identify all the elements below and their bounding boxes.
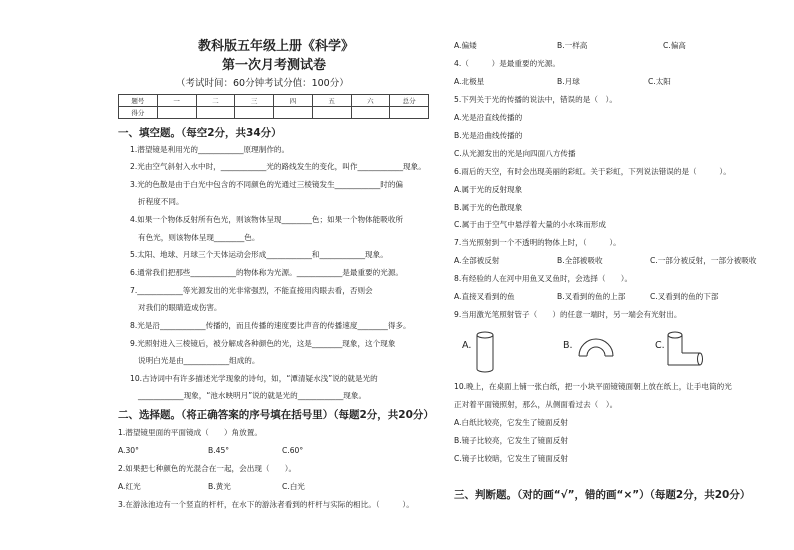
- curved-pipe-figure: [576, 332, 616, 358]
- q7-option-a[interactable]: A.全部被反射: [454, 256, 500, 265]
- question-6: 6.雨后的天空，有时会出现美丽的彩虹。关于彩虹，下列说法错误的是（ ）。: [454, 167, 731, 176]
- fill-blank-line: 3.光的色散是由于白光中包含的不同颜色的光通过三棱镜发生____________时的偏: [130, 180, 404, 189]
- fill-blank-line: 8.光是沿____________传播的，而且传播的速度要比声音的传播速度________得多。: [130, 321, 411, 330]
- q6-option-a[interactable]: A.属于光的反射现象: [454, 185, 523, 194]
- q2-option-b[interactable]: B.黄光: [208, 482, 231, 491]
- straight-pipe-figure: [474, 330, 496, 374]
- score-cell: 总分: [390, 95, 429, 107]
- q6-option-c[interactable]: C.属于由于空气中悬浮着大量的小水珠而形成: [454, 220, 606, 229]
- score-cell: 一: [157, 95, 196, 107]
- question-7: 7.当光照射到一个不透明的物体上时，（ ）。: [454, 238, 621, 247]
- fill-blank-line: 折程度不同。: [138, 197, 184, 206]
- q8-option-c[interactable]: C.叉看到的鱼的下部: [650, 292, 719, 301]
- fill-blank-line: 有色光，则该物体呈现________色。: [138, 233, 260, 242]
- score-cell: 二: [196, 95, 235, 107]
- exam-title: 教科版五年级上册《科学》: [198, 39, 355, 54]
- q3-option-a[interactable]: A.偏矮: [454, 41, 477, 50]
- question-4: 4.（ ）是最重要的光源。: [454, 59, 560, 68]
- score-cell: 题号: [119, 95, 158, 107]
- score-input-cell[interactable]: [235, 107, 274, 119]
- question-8: 8.有经验的人在河中用鱼叉叉鱼时，会选择（ ）。: [454, 274, 633, 283]
- q5-option-a[interactable]: A.光是沿直线传播的: [454, 113, 523, 122]
- q1-option-a[interactable]: A.30°: [118, 446, 139, 455]
- score-input-cell[interactable]: [390, 107, 429, 119]
- section3-heading: 三、判断题。（对的画“√”，错的画“×”）（每题2分，共20分）: [454, 489, 751, 501]
- q2-option-c[interactable]: C.白光: [282, 482, 305, 491]
- q8-option-b[interactable]: B.叉看到的鱼的上部: [557, 292, 626, 301]
- fill-blank-line: 7.____________等光源发出的光非常强烈，不能直接用肉眼去看，否则会: [130, 286, 373, 295]
- q3-option-c[interactable]: C.偏高: [663, 41, 686, 50]
- fill-blank-line: 对我们的眼睛造成伤害。: [138, 303, 222, 312]
- q9-option-b[interactable]: B.: [563, 340, 573, 351]
- exam-subtitle: 第一次月考测试卷: [222, 58, 327, 73]
- score-table-header-row: [119, 95, 429, 107]
- q2-option-a[interactable]: A.红光: [118, 482, 141, 491]
- q4-option-b[interactable]: B.月球: [557, 77, 580, 86]
- question-3: 3.在游泳池边有一个竖直的杆杆，在水下的游泳者看到的杆杆与实际的相比。（ ）。: [118, 500, 414, 509]
- score-input-cell[interactable]: [196, 107, 235, 119]
- fill-blank-line: 说明白光是由____________组成的。: [138, 356, 260, 365]
- section1-heading: 一、填空题。（每空2分，共34分）: [118, 127, 282, 139]
- question-2: 2.如果把七种颜色的光混合在一起，会出现（ ）。: [118, 464, 297, 473]
- score-cell: 四: [274, 95, 313, 107]
- score-cell: 得分: [119, 107, 158, 119]
- question-9: 9.当用激光笔照射管子（ ）的任意一端时，另一端会有光射出。: [454, 310, 682, 319]
- q10-option-a[interactable]: A.白纸比较亮，它发生了镜面反射: [454, 418, 568, 427]
- q5-option-c[interactable]: C.从光源发出的光是向四面八方传播: [454, 149, 576, 158]
- q7-option-c[interactable]: C.一部分被反射，一部分被吸收: [650, 256, 757, 265]
- question-5: 5.下列关于光的传播的说法中，错误的是（ ）。: [454, 95, 617, 104]
- q3-option-b[interactable]: B.一样高: [557, 41, 588, 50]
- score-cell: 六: [351, 95, 390, 107]
- score-cell: 三: [235, 95, 274, 107]
- score-input-cell[interactable]: [312, 107, 351, 119]
- fill-blank-line: 5.太阳、地球、月球三个天体运动会形成____________和____________现象。: [130, 250, 388, 259]
- q1-option-c[interactable]: C.60°: [282, 446, 304, 455]
- fill-blank-line: 2.光由空气斜射入水中时，____________光的路线发生的变化，叫作____________现象。: [130, 162, 426, 171]
- fill-blank-line: 10.古诗词中有许多描述光学现象的诗句，如，“潭清疑水浅”说的就是光的: [130, 374, 378, 383]
- q8-option-a[interactable]: A.直接叉看到的鱼: [454, 292, 515, 301]
- q7-option-b[interactable]: B.全部被吸收: [557, 256, 603, 265]
- question-1: 1.潜望镜里面的平面镜成（ ）角放置。: [118, 428, 262, 437]
- score-cell: 五: [312, 95, 351, 107]
- q4-option-a[interactable]: A.北极星: [454, 77, 485, 86]
- fill-blank-line: 4.如果一个物体反射所有色光，则该物体呈现________色；如果一个物体能吸收所: [130, 215, 404, 224]
- question-10-cont: 正对着平面镜照射，那么，从侧面看过去（ ）。: [454, 400, 618, 409]
- score-table-score-row: [119, 107, 429, 119]
- q9-option-a[interactable]: A.: [462, 340, 472, 351]
- question-10: 10.晚上，在桌面上铺一张白纸，把一小块平面镜镜面朝上放在纸上，让手电筒的光: [454, 382, 732, 391]
- q6-option-b[interactable]: B.属于光的色散现象: [454, 203, 523, 212]
- q5-option-b[interactable]: B.光是沿曲线传播的: [454, 131, 523, 140]
- q10-option-c[interactable]: C.镜子比较暗，它发生了镜面反射: [454, 454, 569, 463]
- fill-blank-line: ____________现象，“池水映明月”说的就是光的____________现象。: [138, 391, 367, 400]
- exam-info: （考试时间：60分钟考试分值：100分）: [176, 78, 349, 89]
- score-table: [118, 94, 429, 119]
- section2-heading: 二、选择题。（将正确答案的序号填在括号里）（每题2分，共20分）: [118, 409, 434, 421]
- bent-pipe-figure: [664, 330, 704, 370]
- score-input-cell[interactable]: [351, 107, 390, 119]
- fill-blank-line: 1.潜望镜是利用光的____________原理制作的。: [130, 145, 290, 154]
- fill-blank-line: 9.光照射进入三棱镜后，被分解成各种颜色的光，这是________现象，这个现象: [130, 339, 396, 348]
- q1-option-b[interactable]: B.45°: [208, 446, 230, 455]
- score-input-cell[interactable]: [274, 107, 313, 119]
- fill-blank-line: 6.通常我们把那些____________的物体称为光源。____________是最重要的光源。: [130, 268, 404, 277]
- score-input-cell[interactable]: [157, 107, 196, 119]
- q4-option-c[interactable]: C.太阳: [648, 77, 671, 86]
- q9-option-c[interactable]: C.: [655, 340, 665, 351]
- q10-option-b[interactable]: B.镜子比较亮，它发生了镜面反射: [454, 436, 568, 445]
